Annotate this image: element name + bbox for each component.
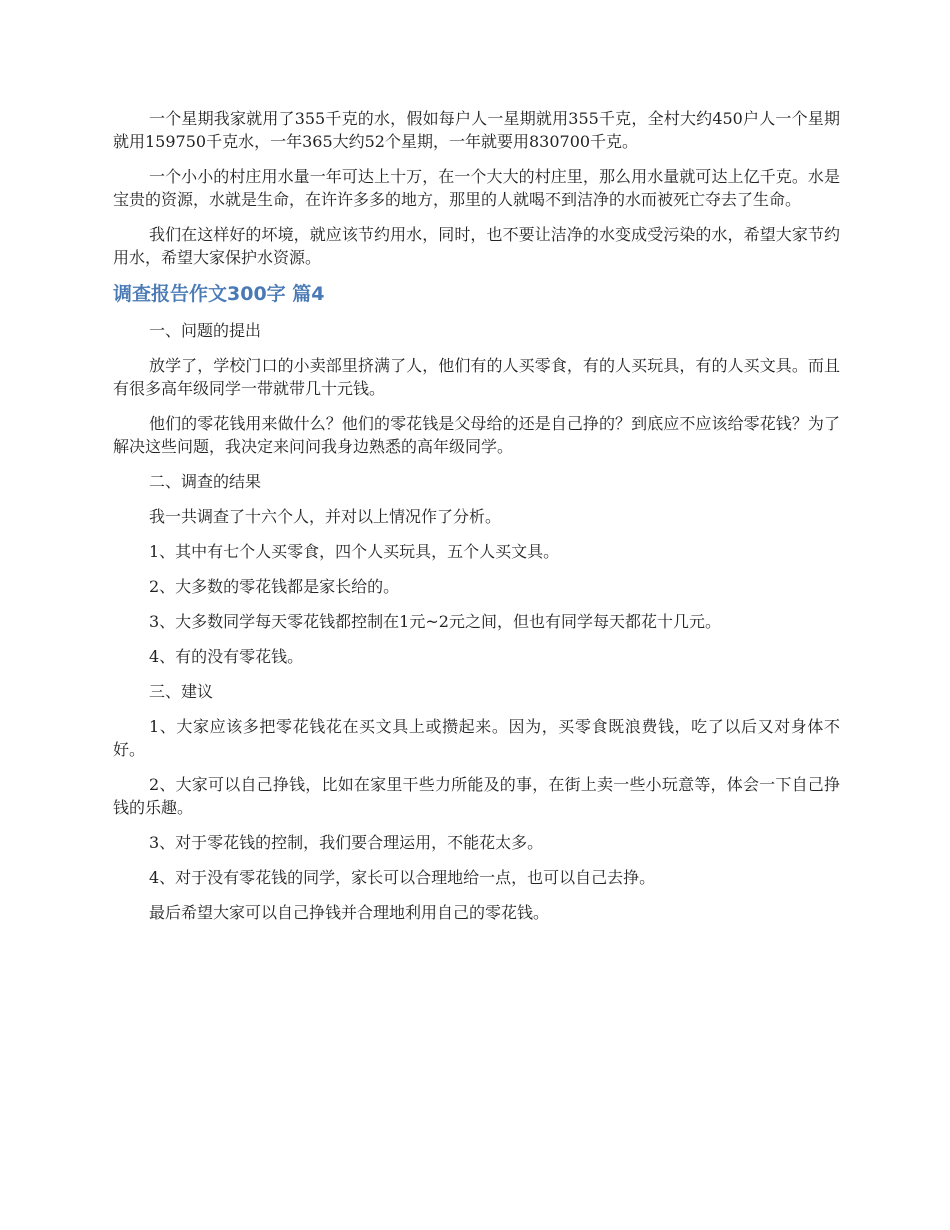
intro-paragraph-2: 一个小小的村庄用水量一年可达上十万，在一个大大的村庄里，那么用水量就可达上亿千克。水是宝贵的资源，水就是生命，在许许多多的地方，那里的人就喝不到洁净的水而被死亡夺去了生命。 (113, 167, 840, 209)
subheading-problem: 一、问题的提出 (149, 321, 262, 340)
body-paragraph: 放学了，学校门口的小卖部里挤满了人，他们有的人买零食，有的人买玩具，有的人买文具。而且有很多高年级同学一带就带几十元钱。 (113, 356, 840, 398)
list-item: 2、大多数的零花钱都是家长给的。 (149, 577, 400, 596)
body-paragraph: 他们的零花钱用来做什么？他们的零花钱是父母给的还是自己挣的？到底应不应该给零花钱？为了解决这些问题，我决定来问问我身边熟悉的高年级同学。 (113, 414, 840, 456)
list-item: 1、大家应该多把零花钱花在买文具上或攒起来。因为，买零食既浪费钱，吃了以后又对身体不好。 (113, 717, 840, 759)
intro-paragraph-3: 我们在这样好的坏境，就应该节约用水，同时，也不要让洁净的水变成受污染的水，希望大家节约用水，希望大家保护水资源。 (113, 225, 840, 267)
subheading-suggestions: 三、建议 (149, 682, 214, 701)
subheading-results: 二、调查的结果 (149, 472, 262, 491)
list-item: 3、对于零花钱的控制，我们要合理运用，不能花太多。 (149, 833, 544, 852)
body-paragraph: 我一共调查了十六个人，并对以上情况作了分析。 (149, 507, 502, 526)
list-item: 3、大多数同学每天零花钱都控制在1元~2元之间，但也有同学每天都花十几元。 (149, 612, 721, 631)
list-item: 4、对于没有零花钱的同学，家长可以合理地给一点，也可以自己去挣。 (149, 868, 656, 887)
closing-paragraph: 最后希望大家可以自己挣钱并合理地利用自己的零花钱。 (149, 903, 550, 922)
list-item: 4、有的没有零花钱。 (149, 647, 304, 666)
section-heading: 调查报告作文300字 篇4 (113, 283, 325, 305)
document-page (113, 107, 840, 936)
list-item: 2、大家可以自己挣钱，比如在家里干些力所能及的事，在街上卖一些小玩意等，体会一下自己挣钱的乐趣。 (113, 775, 840, 817)
intro-paragraph-1: 一个星期我家就用了355千克的水，假如每户人一星期就用355千克，全村大约450户人一个星期就用159750千克水，一年365大约52个星期，一年就要用830700千克。 (113, 109, 840, 151)
list-item: 1、其中有七个人买零食，四个人买玩具，五个人买文具。 (149, 542, 560, 561)
